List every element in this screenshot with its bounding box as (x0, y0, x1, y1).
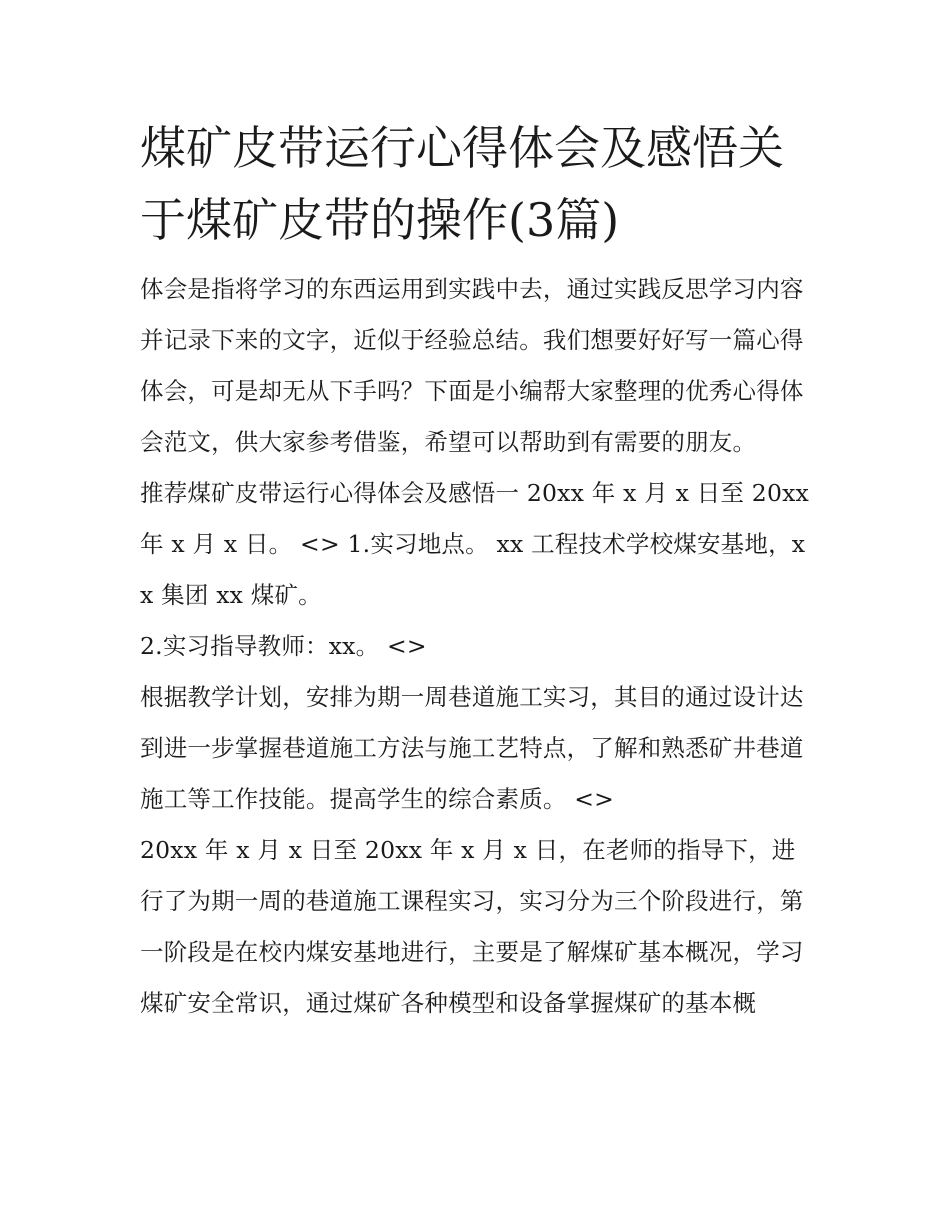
paragraph-time-location: 推荐煤矿皮带运行心得体会及感悟一 20xx 年 x 月 x 日至 20xx 年 x 月 x 日。 <> 1.实习地点。 xx 工程技术学校煤安基地，xx 集团 xx 煤矿。 (140, 479, 810, 609)
document-title: 煤矿皮带运行心得体会及感悟关于煤矿皮带的操作(3篇) (140, 121, 784, 247)
document-page (140, 112, 812, 1029)
paragraph-instructor: 2.实习指导教师：xx。 <> (140, 632, 427, 660)
paragraph-purpose: 根据教学计划，安排为期一周巷道施工实习，其目的通过设计达到进一步掌握巷道施工方法与施工艺特点，了解和熟悉矿井巷道施工等工作技能。提高学生的综合素质。 <> (140, 683, 804, 813)
paragraph-process: 20xx 年 x 月 x 日至 20xx 年 x 月 x 日，在老师的指导下，进行了为期一周的巷道施工课程实习，实习分为三个阶段进行，第一阶段是在校内煤安基地进行，主要是了解煤矿基本概况，学习煤矿安全常识，通过煤矿各种模型和设备掌握煤矿的基本概 (140, 836, 804, 1017)
paragraph-intro: 体会是指将学习的东西运用到实践中去，通过实践反思学习内容并记录下来的文字，近似于经验总结。我们想要好好写一篇心得体会，可是却无从下手吗？下面是小编帮大家整理的优秀心得体会范文，供大家参考借鉴，希望可以帮助到有需要的朋友。 (140, 275, 804, 456)
